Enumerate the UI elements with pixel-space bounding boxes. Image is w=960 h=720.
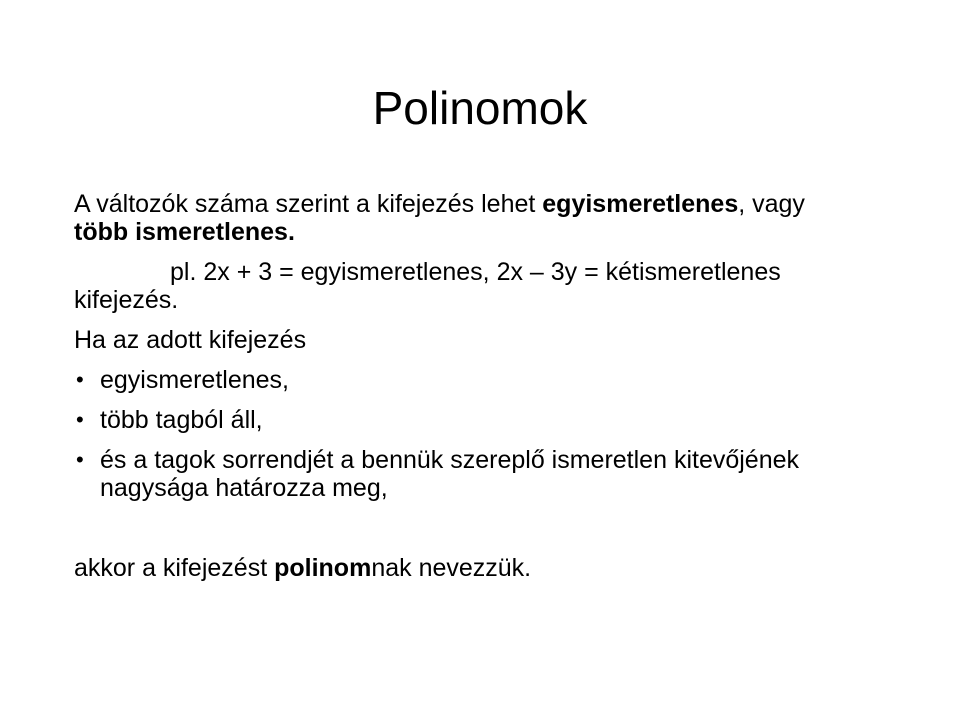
slide-body [74,190,864,594]
list-item [74,406,864,434]
example-paragraph: pl. 2x + 3 = egyismeretlenes, 2x – 3y = kétismeretlenes kifejezés. [74,258,781,314]
intro-bold-2: több ismeretlenes. [74,218,295,246]
bullet-icon: • [76,407,84,432]
list-item-text: egyismeretlenes, [100,366,289,394]
intro-bold-1: egyismeretlenes [542,190,739,218]
intro-text-2: , vagy [738,190,805,218]
intro-text-1: A változók száma szerint a kifejezés lehet [74,190,543,218]
condition-list [74,366,864,502]
bullet-icon: • [76,447,84,472]
list-item [74,446,864,502]
spacer [74,514,864,554]
bullet-icon: • [76,367,84,392]
conclusion-text-1: akkor a kifejezést [74,554,275,582]
conclusion-text-2: nak nevezzük. [371,554,532,582]
list-item-text: több tagból áll, [100,406,263,434]
intro-paragraph [74,190,864,246]
conclusion-bold-term: polinom [274,554,372,582]
list-item-text: és a tagok sorrendjét a bennük szereplő ismeretlen kitevőjének nagysága határozza meg, [100,446,800,502]
list-item [74,366,864,394]
slide-title: Polinomok [372,82,588,134]
conclusion-paragraph [74,554,864,582]
condition-lead: Ha az adott kifejezés [74,326,307,354]
